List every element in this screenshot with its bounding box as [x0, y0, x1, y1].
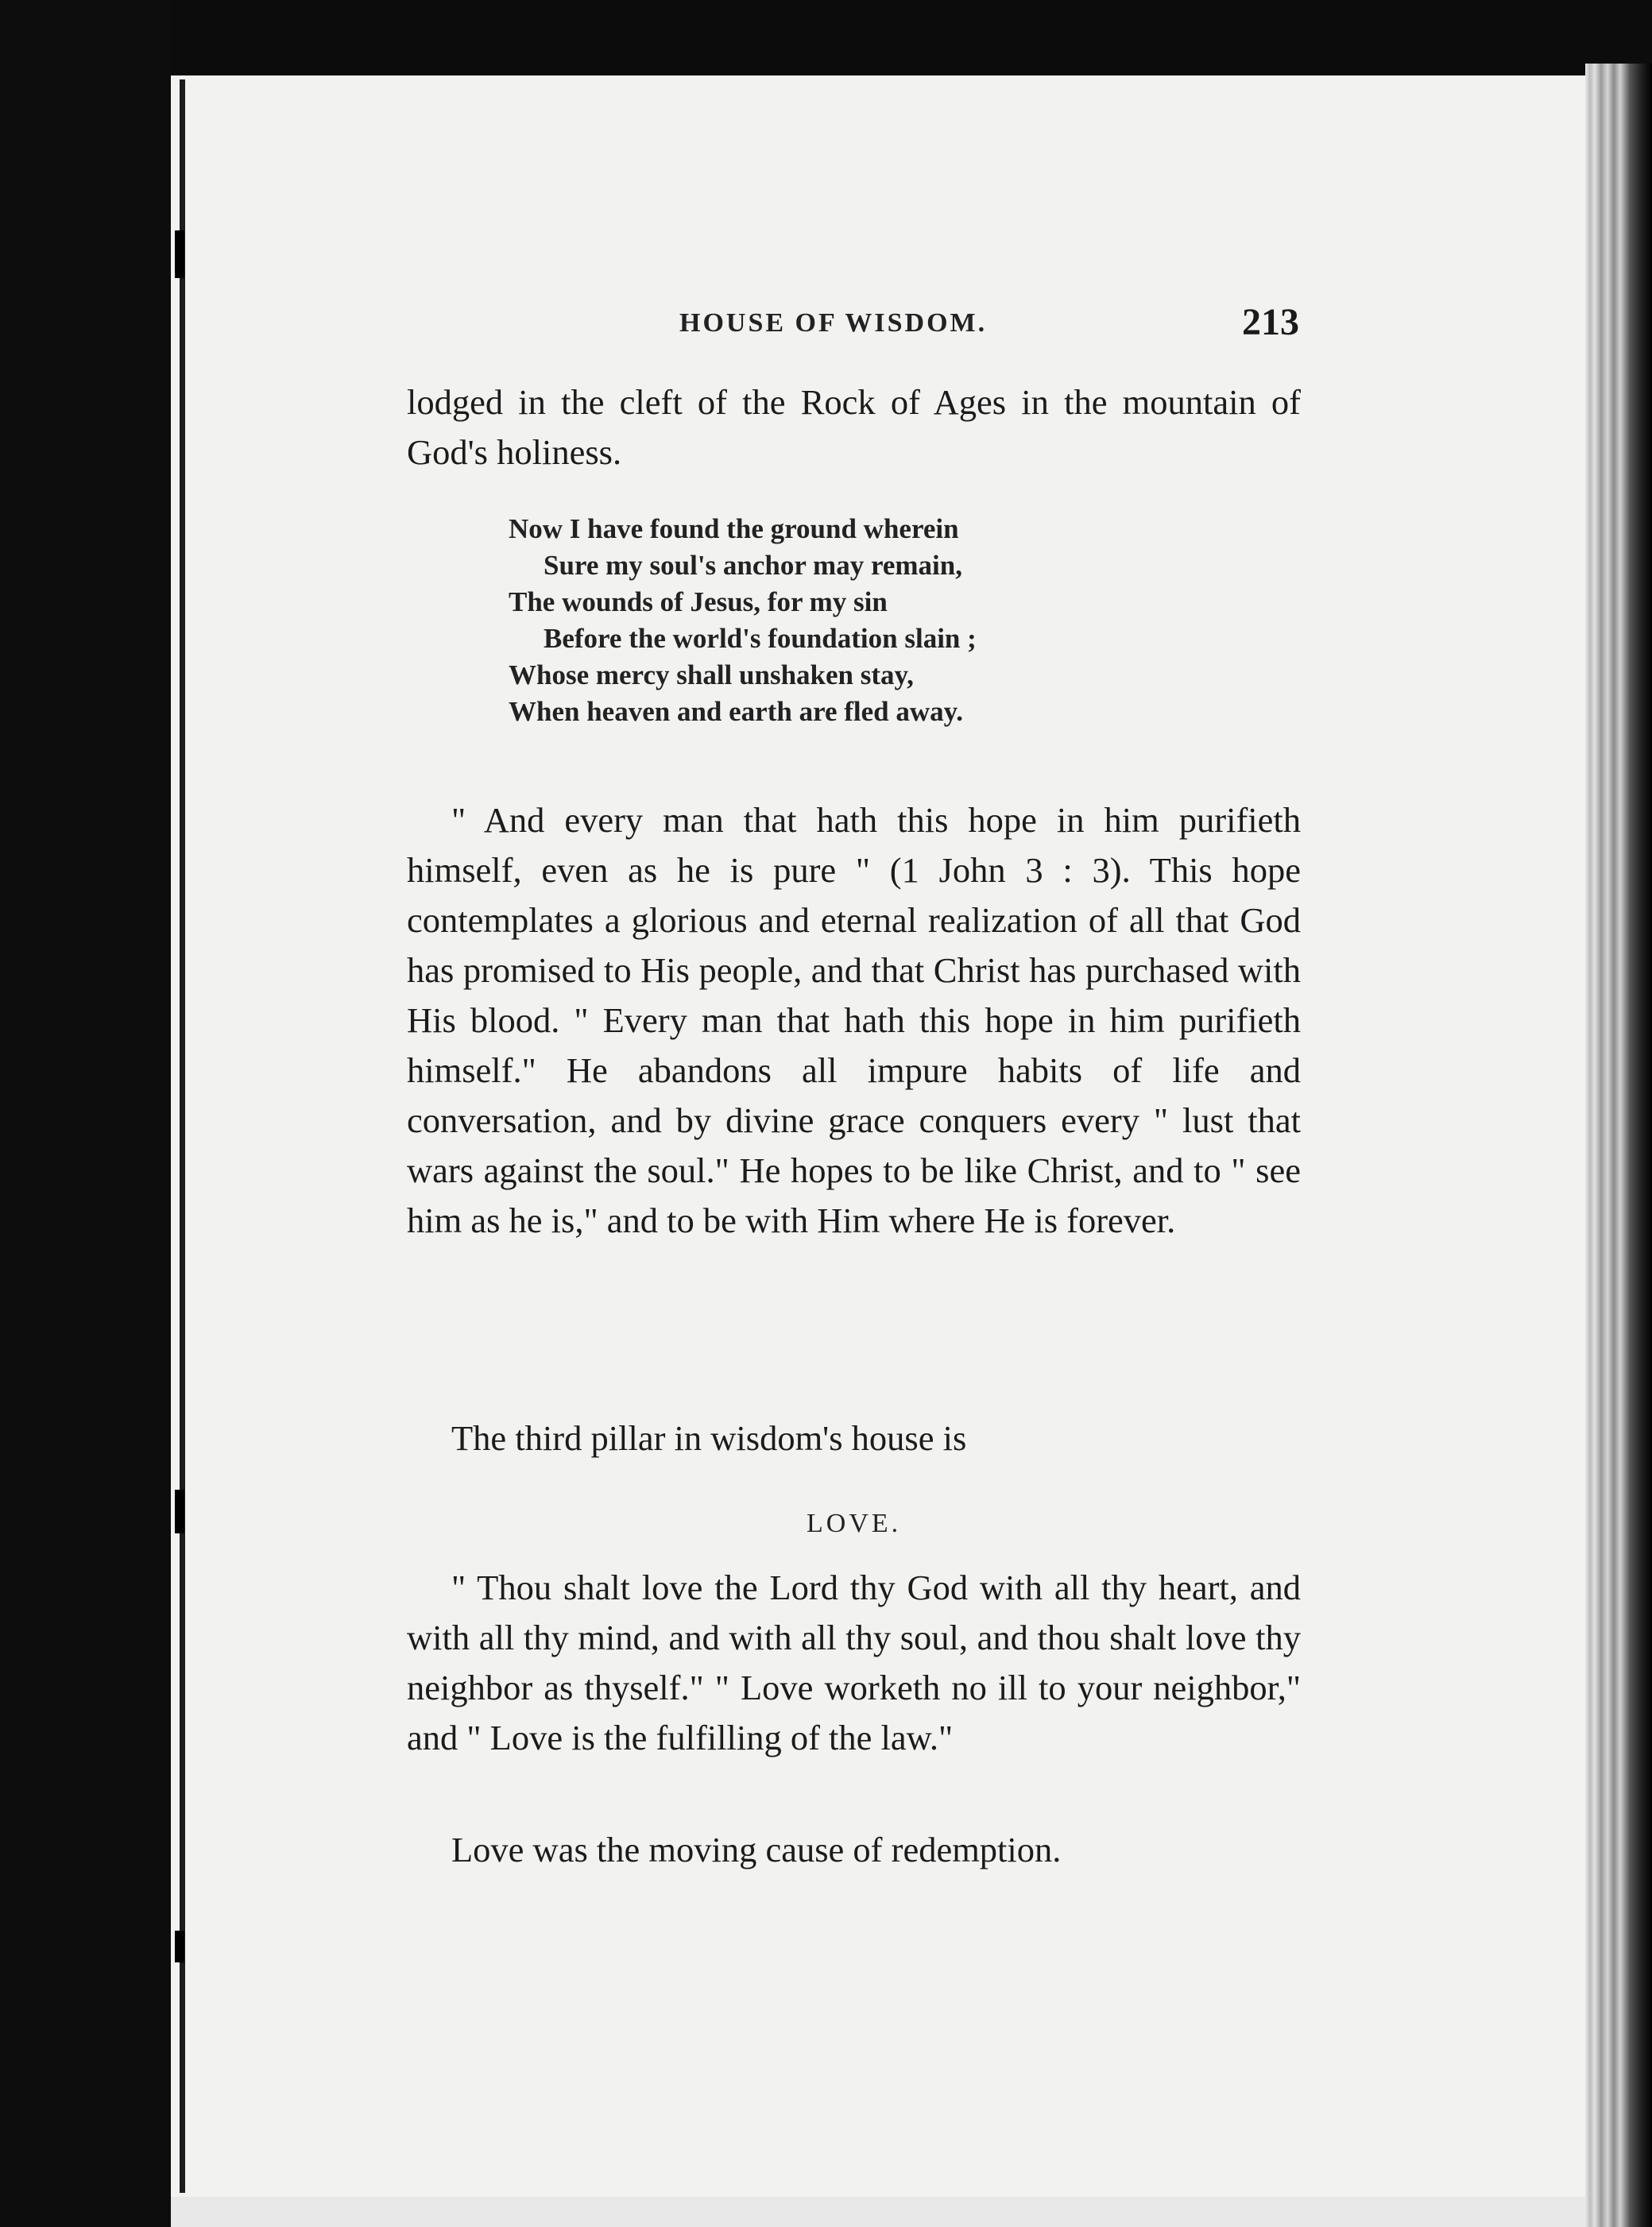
hymn-verse: [509, 511, 1144, 730]
verse-line: Before the world's foundation slain ;: [544, 623, 977, 654]
paragraph-third-pillar: The third pillar in wisdom's house is: [451, 1418, 967, 1458]
gutter-mark: [175, 230, 184, 278]
paragraph-continuation: lodged in the cleft of the Rock of Ages in the mountain of God's holiness.: [407, 382, 1301, 472]
gutter-mark: [175, 1931, 184, 1962]
verse-line: Now I have found the ground wherein: [509, 513, 959, 544]
verse-line: The wounds of Jesus, for my sin: [509, 586, 888, 617]
scan-top-border: [0, 0, 1652, 75]
page-bottom-margin: [171, 2197, 1585, 2227]
scan-left-border: [0, 0, 171, 2227]
verse-line: Whose mercy shall unshaken stay,: [509, 659, 914, 690]
running-head: [409, 300, 1299, 348]
verse-line: Sure my soul's anchor may remain,: [544, 550, 962, 581]
paragraph-redemption: Love was the moving cause of redemption.: [451, 1830, 1062, 1869]
page-gutter-line: [180, 79, 185, 2193]
section-heading: LOVE.: [807, 1509, 902, 1538]
paragraph-hope: " And every man that hath this hope in him purifieth himself, even as he is pure " (1 John 3 : 3). This hope contemplates a glorious and eternal realization of all that God has promised to His people, and that Christ has purchased with His blood. " Every man that hath this hope in him purifieth himself." He abandons all impure habits of life and conversation, and by divine grace conquers every " lust that wars against the soul." He hopes to be like Christ, and to " see him as he is," and to be with Him where He is forever.: [407, 800, 1301, 1240]
page-number: 213: [1242, 301, 1299, 343]
page-stack-edge: [1585, 64, 1652, 2227]
running-title: HOUSE OF WISDOM.: [679, 308, 988, 338]
gutter-mark: [175, 1490, 184, 1533]
verse-line: When heaven and earth are fled away.: [509, 696, 963, 727]
paragraph-love: " Thou shalt love the Lord thy God with all thy heart, and with all thy mind, and with all thy soul, and thou shalt love thy neighbor as thyself." " Love worketh no ill to your neighbor," and " Love is the fulfilling of the law.": [407, 1568, 1301, 1757]
